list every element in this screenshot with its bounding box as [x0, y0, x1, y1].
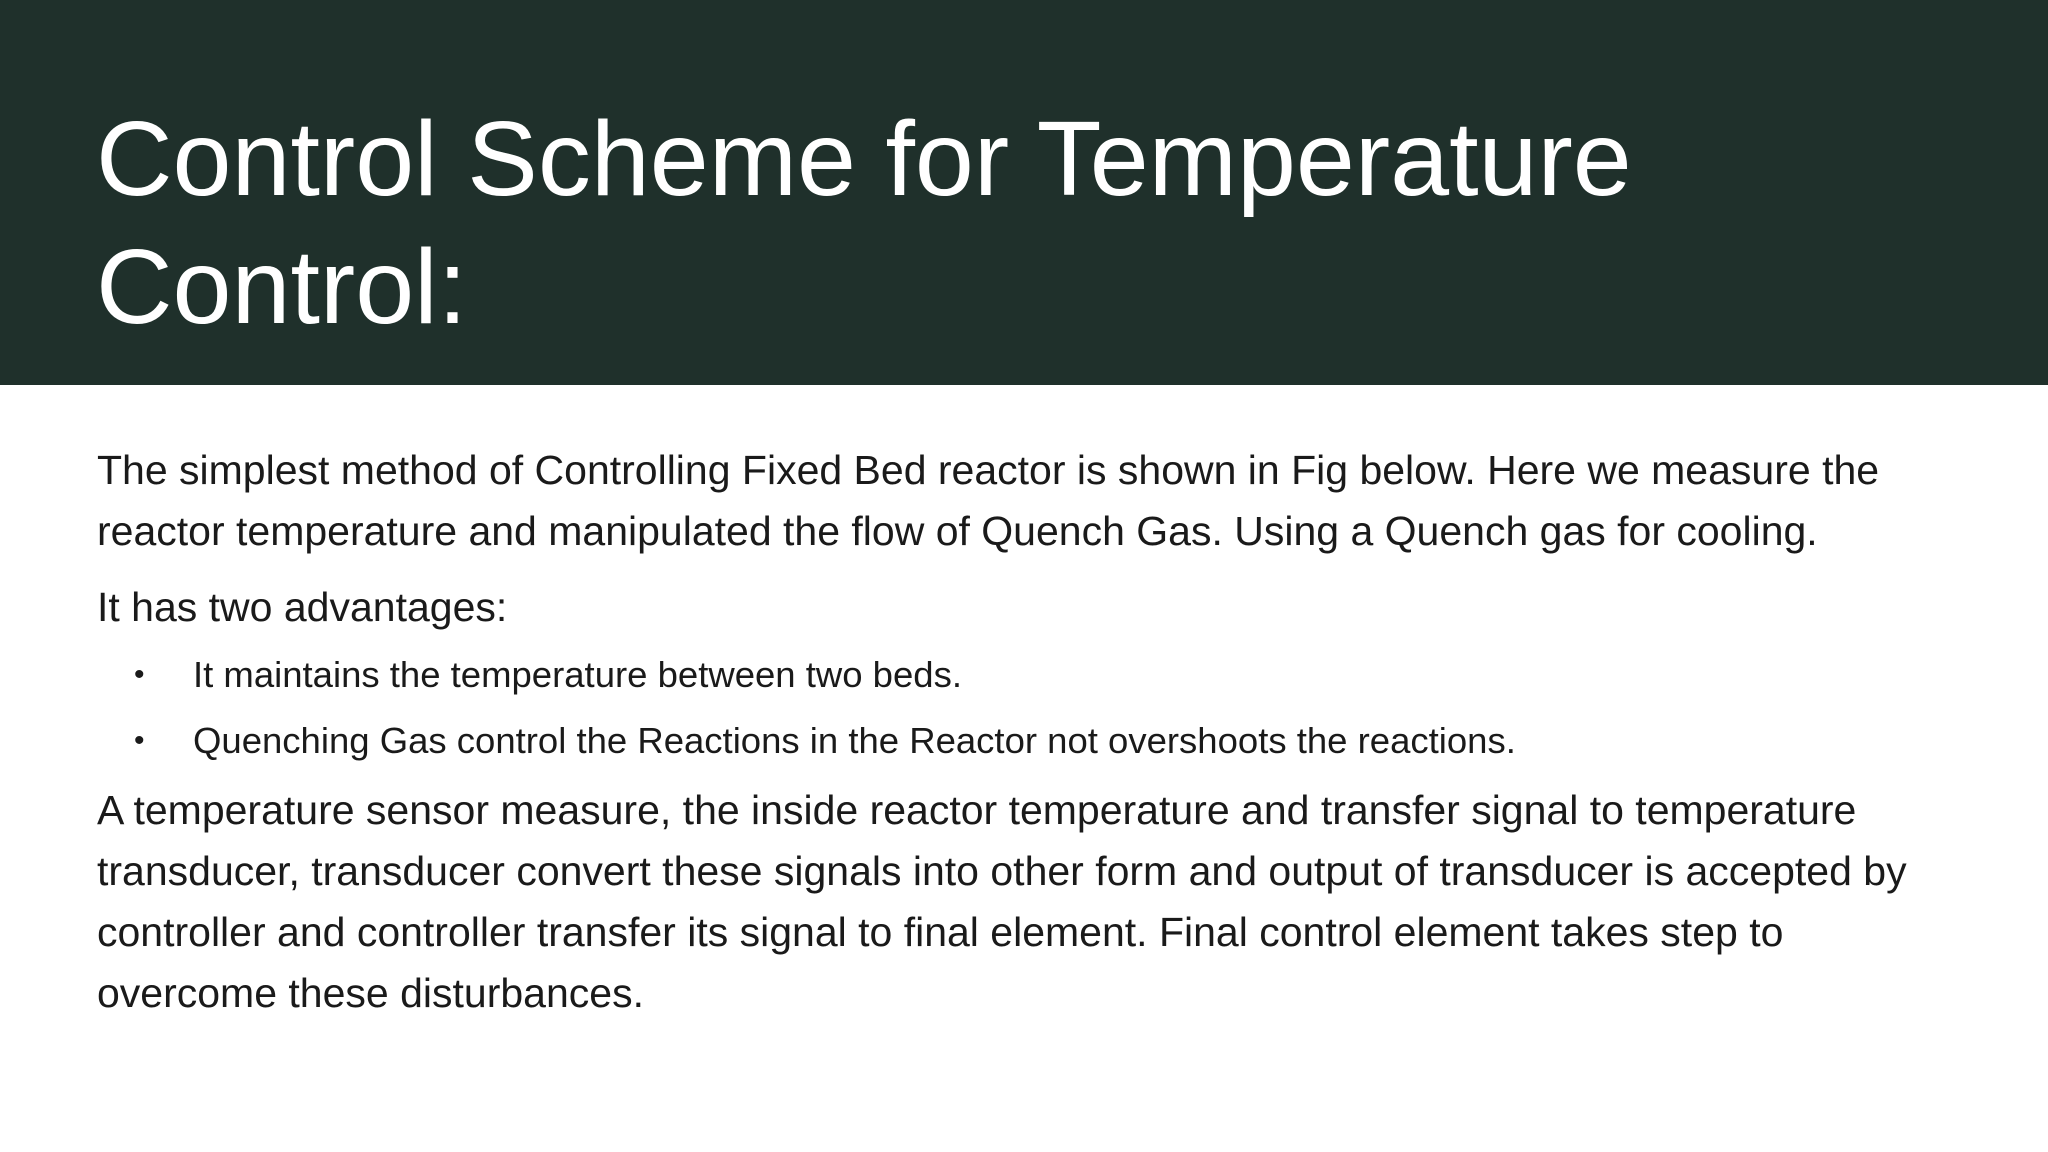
closing-paragraph: A temperature sensor measure, the inside reactor temperature and transfer signal to temperature transducer, transducer convert these signals into other form and output of transducer is accepted by controller and controller transfer its signal to final element. Final control element takes step to overcome these disturbances.	[97, 787, 1907, 1016]
bullet-marker: •	[134, 658, 145, 691]
advantages-list	[97, 642, 1957, 774]
bullet-marker: •	[134, 724, 145, 757]
slide-body	[97, 440, 1957, 1024]
slide-title: Control Scheme for Temperature Control:	[96, 100, 1632, 346]
advantages-heading: It has two advantages:	[97, 584, 508, 630]
list-item	[97, 642, 1957, 708]
bullet-text: Quenching Gas control the Reactions in the Reactor not overshoots the reactions.	[193, 720, 1516, 761]
intro-paragraph: The simplest method of Controlling Fixed Bed reactor is shown in Fig below. Here we measure the reactor temperature and manipulated the flow of Quench Gas. Using a Quench gas for cooling.	[97, 447, 1880, 554]
bullet-text: It maintains the temperature between two beds.	[193, 654, 962, 695]
title-band	[0, 0, 2048, 385]
list-item	[97, 708, 1957, 774]
